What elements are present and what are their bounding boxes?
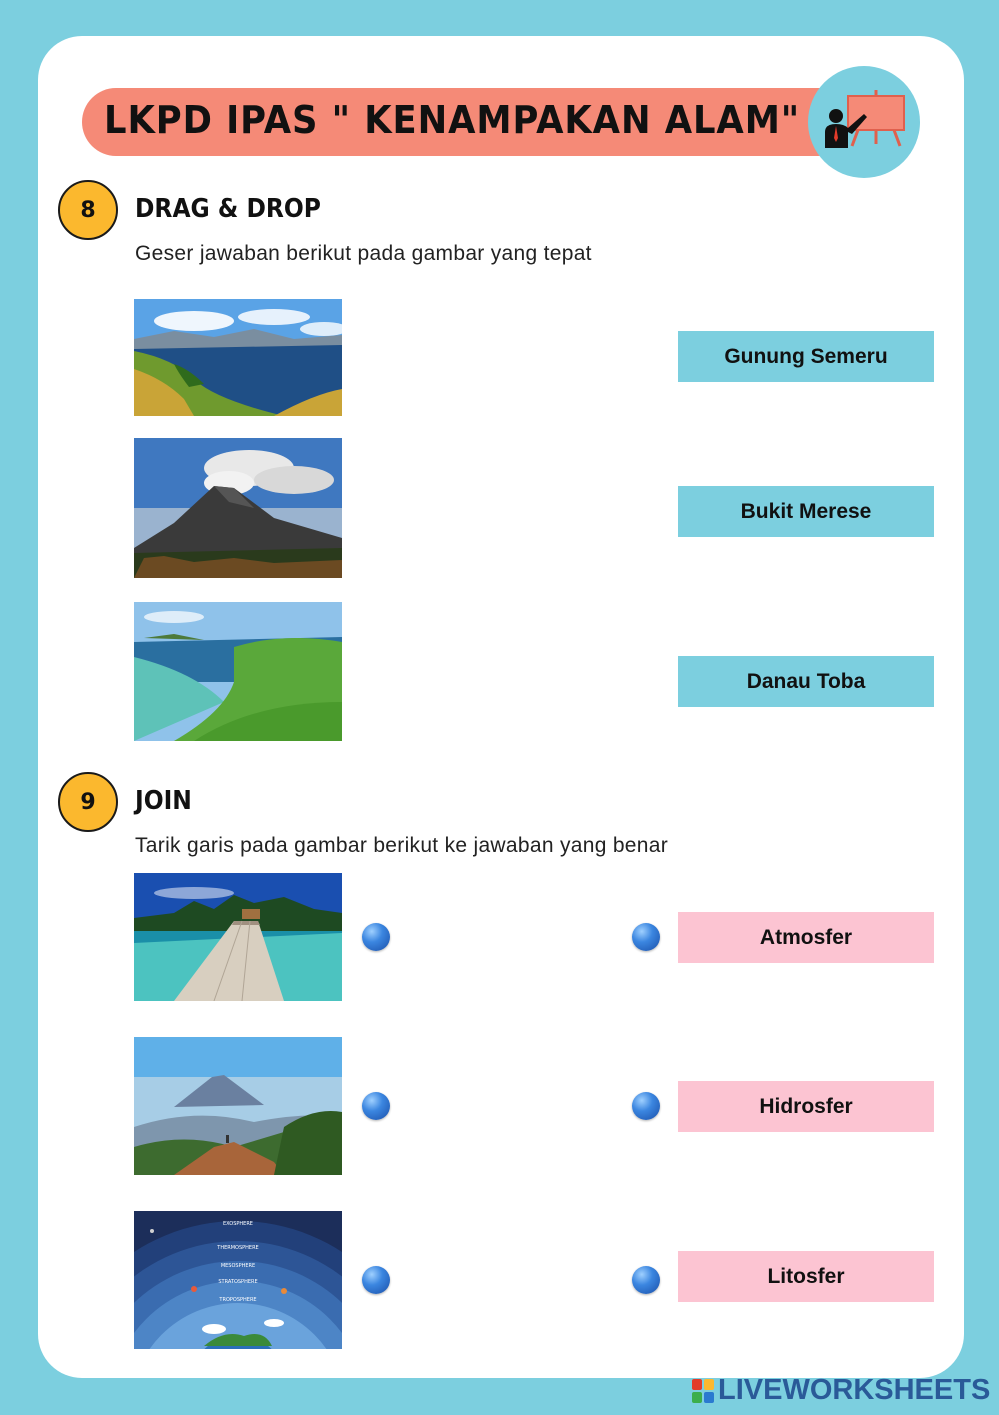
lake-landscape-image (134, 299, 342, 416)
answer-danau-toba[interactable]: Danau Toba (678, 656, 934, 707)
liveworksheets-brand (692, 1374, 990, 1407)
page-title: LKPD IPAS " KENAMPAKAN ALAM" (104, 98, 801, 142)
exosphere-label: EXOSPHERE (223, 1221, 253, 1227)
mesosphere-label: MESOSPHERE (220, 1263, 256, 1269)
liveworksheets-text: LIVEWORKSHEETS (718, 1374, 991, 1406)
atmosphere-layers-image (134, 1211, 342, 1349)
green-coastal-hill-image (134, 602, 342, 741)
answer-bukit-merese[interactable]: Bukit Merese (678, 486, 934, 537)
mountain-view-image (134, 1037, 342, 1175)
pier-over-sea-image (134, 873, 342, 1001)
join-dot-right-2[interactable] (632, 1092, 660, 1120)
thermosphere-label: THERMOSPHERE (217, 1245, 259, 1251)
section-8-title: DRAG & DROP (135, 194, 321, 224)
section-9-instruction: Tarik garis pada gambar berikut ke jawaban yang benar (135, 834, 669, 857)
answer-hidrosfer: Hidrosfer (678, 1081, 934, 1132)
answer-gunung-semeru[interactable]: Gunung Semeru (678, 331, 934, 382)
title-icon-circle (808, 66, 920, 178)
join-dot-right-3[interactable] (632, 1266, 660, 1294)
section-8-number: 8 (58, 180, 118, 240)
join-dot-left-2[interactable] (362, 1092, 390, 1120)
answer-atmosfer: Atmosfer (678, 912, 934, 963)
join-dot-left-3[interactable] (362, 1266, 390, 1294)
answer-litosfer: Litosfer (678, 1251, 934, 1302)
teacher-presentation-icon (808, 66, 920, 178)
erupting-volcano-image (134, 438, 342, 578)
section-8-instruction: Geser jawaban berikut pada gambar yang tepat (135, 242, 592, 265)
troposphere-label: TROPOSPHERE (219, 1297, 257, 1303)
section-9-title: JOIN (135, 786, 192, 816)
section-9-number: 9 (58, 772, 118, 832)
liveworksheets-logo (692, 1379, 714, 1403)
join-dot-right-1[interactable] (632, 923, 660, 951)
stratosphere-label: STRATOSPHERE (218, 1279, 258, 1285)
join-dot-left-1[interactable] (362, 923, 390, 951)
